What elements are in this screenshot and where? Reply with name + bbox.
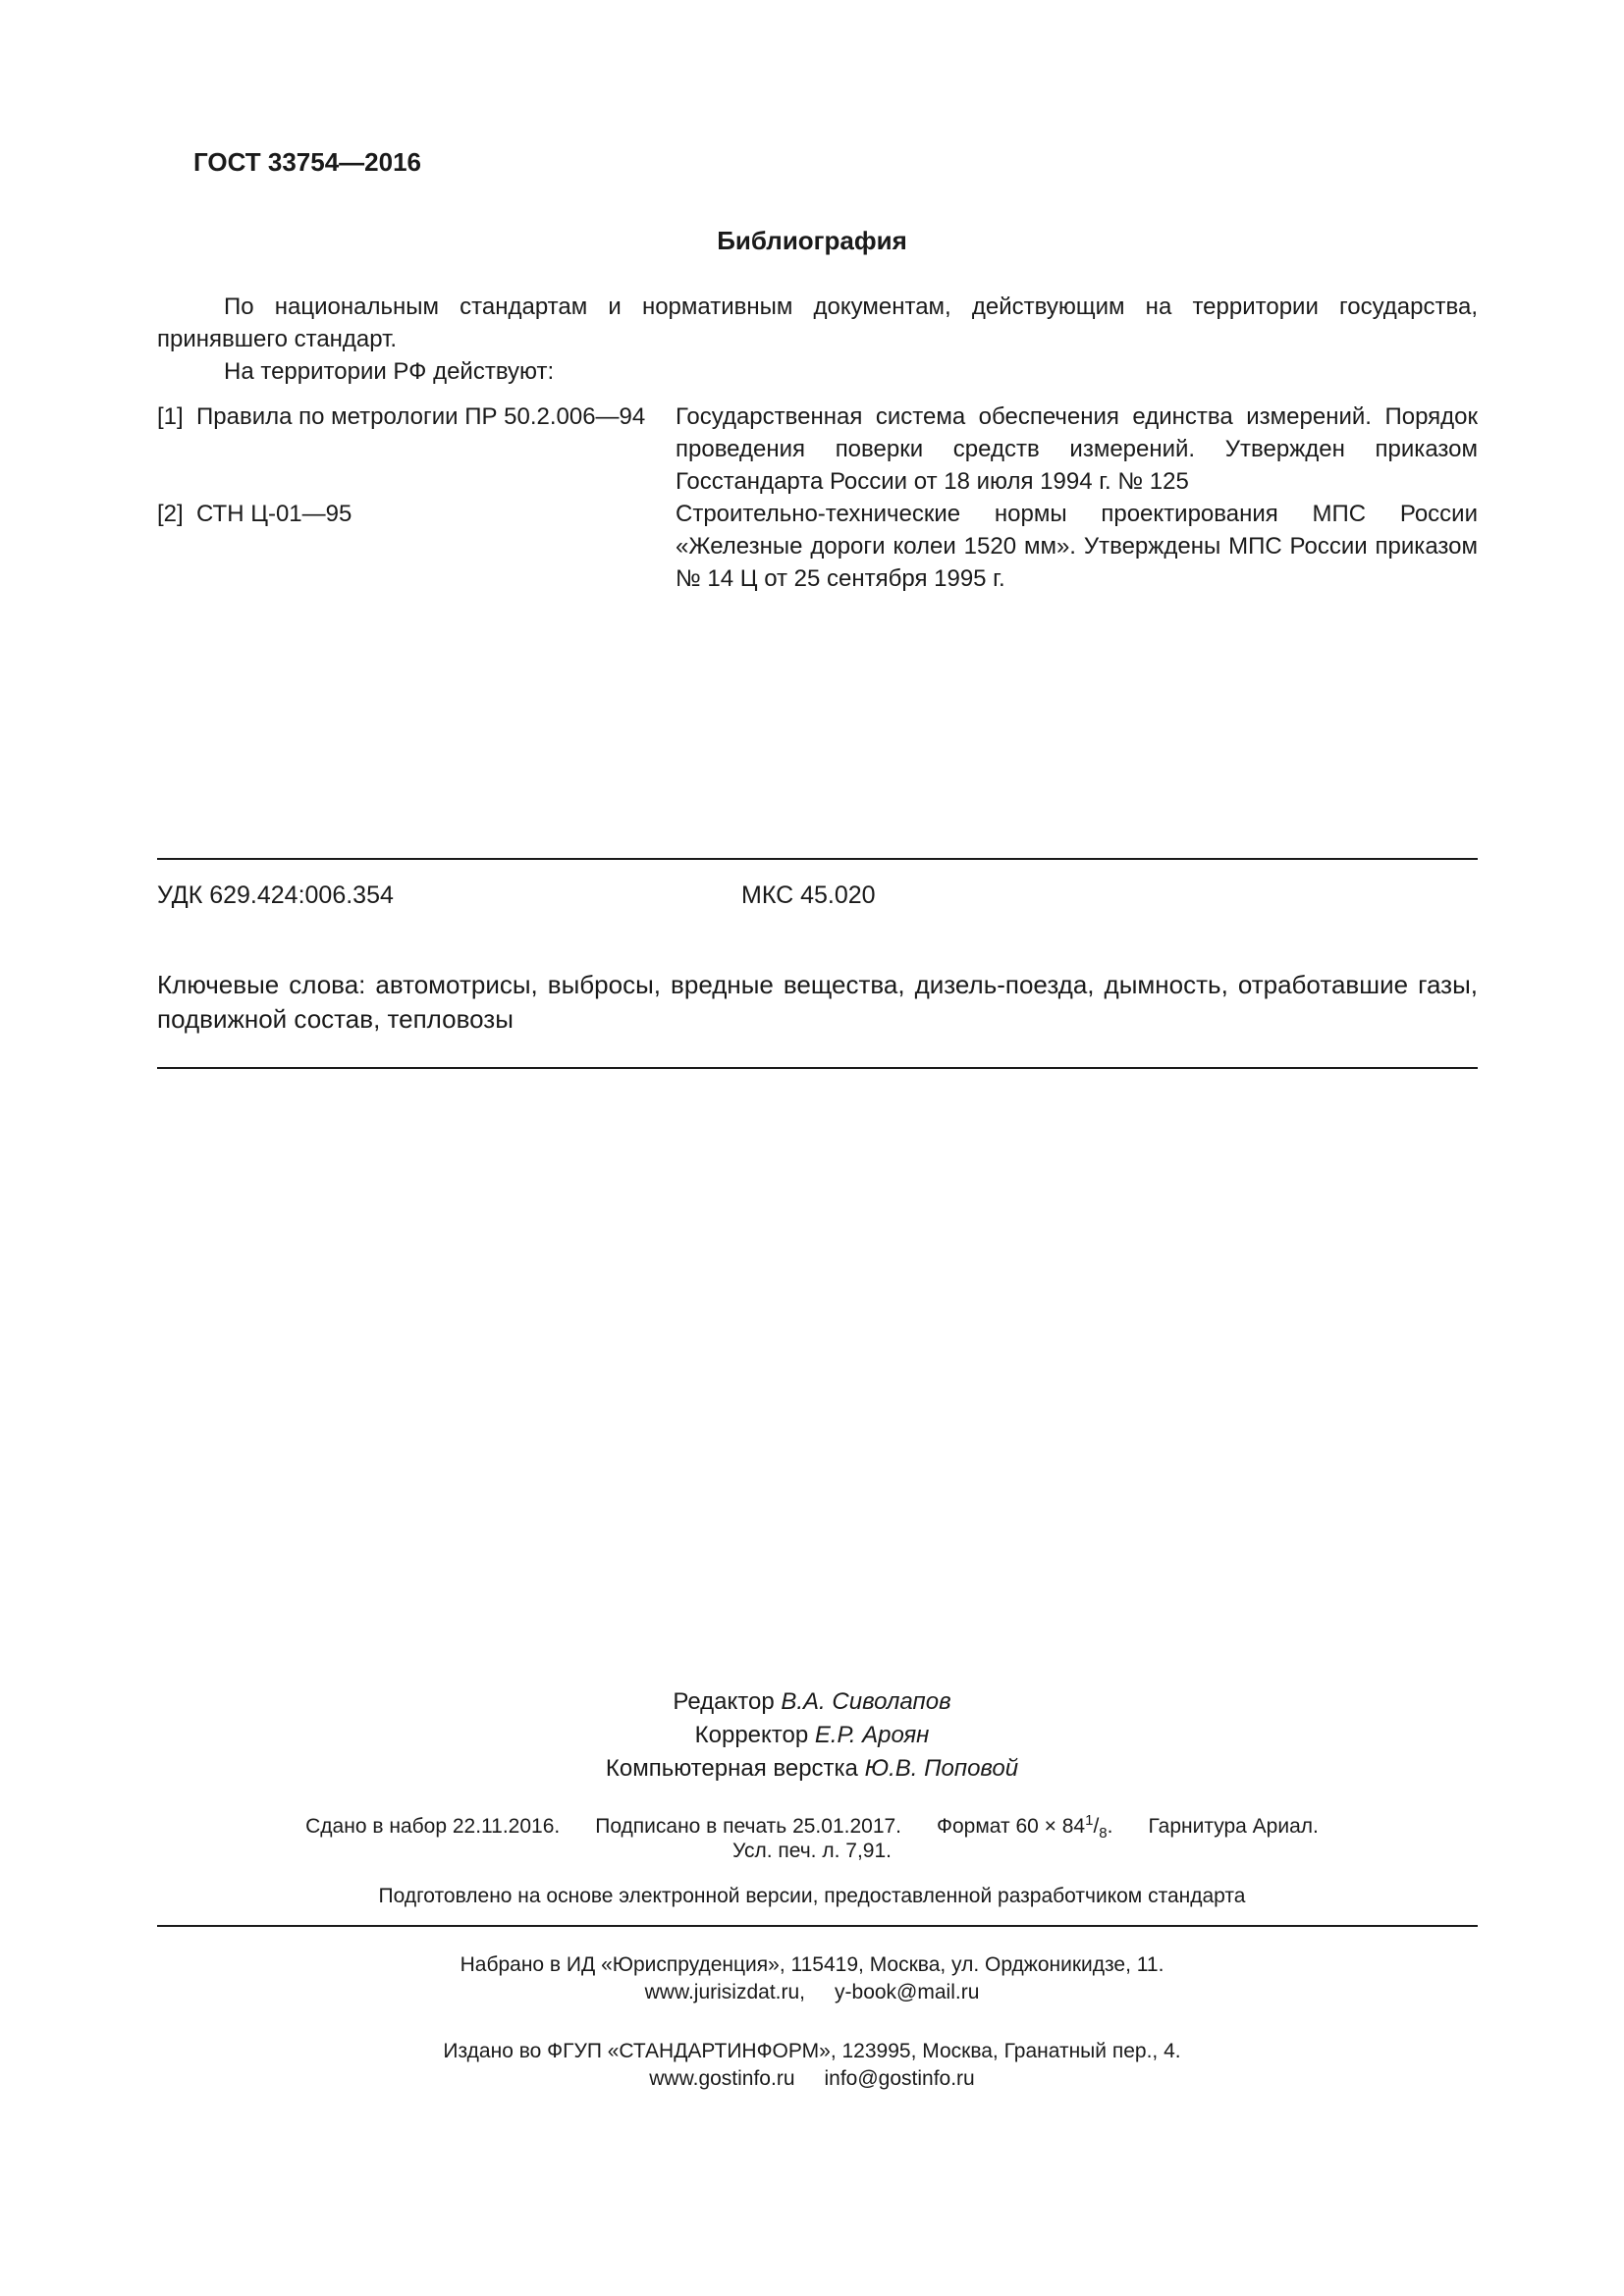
editor-label: Редактор bbox=[673, 1688, 775, 1715]
imprint-block bbox=[0, 1814, 1624, 1863]
divider-line bbox=[157, 858, 1478, 860]
print-sheets: Усл. печ. л. 7,91. bbox=[732, 1840, 892, 1862]
bibliography-description: Государственная система обеспечения единства измерений. Порядок проведения поверки средств измерений. Утвержден приказом Госстандарта России от 18 июля 1994 г. № 125 bbox=[676, 403, 1478, 495]
editor-line bbox=[0, 1685, 1624, 1719]
divider-line bbox=[157, 1925, 1478, 1927]
bibliography-reference-title: Правила по метрологии ПР 50.2.006—94 bbox=[196, 403, 646, 430]
bibliography-description: Строительно-технические нормы проектирования МПС России «Железные дороги колеи 1520 мм». Утверждены МПС России приказом № 14 Ц от 25 сентября 1995 г. bbox=[676, 501, 1478, 592]
typesetter-site: www.jurisizdat.ru, bbox=[644, 1981, 806, 2003]
typesetter-email: y-book@mail.ru bbox=[835, 1981, 980, 2003]
publisher-email: info@gostinfo.ru bbox=[824, 2067, 975, 2090]
layout-name: Ю.В. Поповой bbox=[864, 1755, 1019, 1782]
bibliography-entry bbox=[157, 498, 1478, 595]
publisher-block bbox=[0, 2038, 1624, 2093]
typeset-date: Сдано в набор 22.11.2016. bbox=[305, 1815, 561, 1838]
section-title: Библиография bbox=[717, 226, 907, 255]
keywords: Ключевые слова: автомотрисы, выбросы, вредные вещества, дизель-поезда, дымность, отработавшие газы, подвижной состав, тепловозы bbox=[157, 970, 1478, 1034]
format-slash: / bbox=[1093, 1815, 1100, 1838]
paper-format bbox=[937, 1812, 1113, 1842]
document-code: ГОСТ 33754—2016 bbox=[193, 147, 421, 177]
intro-paragraph: На территории РФ действуют: bbox=[224, 358, 555, 385]
prepared-note: Подготовлено на основе электронной версии, предоставленной разработчиком стандарта bbox=[378, 1885, 1246, 1907]
bibliography-number: [1] bbox=[157, 403, 184, 430]
layout-line bbox=[0, 1752, 1624, 1786]
bibliography-reference bbox=[157, 400, 676, 498]
udk-code: УДК 629.424:006.354 bbox=[157, 881, 394, 909]
bibliography-reference bbox=[157, 498, 676, 595]
corrector-name: Е.Р. Ароян bbox=[814, 1722, 930, 1748]
divider-line bbox=[157, 1067, 1478, 1069]
editor-name: В.А. Сиволапов bbox=[781, 1688, 951, 1715]
format-sup: 1 bbox=[1085, 1812, 1094, 1829]
typesetter-address: Набрано в ИД «Юриспруденция», 115419, Москва, ул. Орджоникидзе, 11. bbox=[460, 1953, 1164, 1976]
publisher-address: Издано во ФГУП «СТАНДАРТИНФОРМ», 123995, Москва, Гранатный пер., 4. bbox=[443, 2040, 1181, 2062]
publisher-site: www.gostinfo.ru bbox=[649, 2067, 795, 2090]
imprint-line bbox=[0, 1812, 1624, 1842]
corrector-line bbox=[0, 1719, 1624, 1752]
publisher-contacts bbox=[0, 2065, 1624, 2093]
layout-label: Компьютерная верстка bbox=[605, 1755, 858, 1782]
format-suffix: . bbox=[1107, 1815, 1113, 1838]
bibliography-entry bbox=[157, 400, 1478, 498]
bibliography-number: [2] bbox=[157, 501, 184, 527]
corrector-label: Корректор bbox=[694, 1722, 809, 1748]
format-prefix: Формат 60 × 84 bbox=[937, 1815, 1086, 1838]
credits-block bbox=[0, 1685, 1624, 1786]
intro-paragraph: По национальным стандартам и нормативным документам, действующим на территории государства, принявшего стандарт. bbox=[157, 294, 1478, 352]
typesetter-block bbox=[0, 1951, 1624, 2006]
bibliography-reference-title: СТН Ц-01—95 bbox=[196, 501, 352, 527]
typeface: Гарнитура Ариал. bbox=[1148, 1815, 1319, 1838]
format-sub: 8 bbox=[1099, 1825, 1108, 1842]
bibliography-list bbox=[157, 400, 1478, 595]
mks-code: МКС 45.020 bbox=[741, 881, 876, 909]
typesetter-contacts bbox=[0, 1979, 1624, 2006]
intro-text bbox=[157, 291, 1478, 388]
signed-date: Подписано в печать 25.01.2017. bbox=[595, 1815, 902, 1838]
